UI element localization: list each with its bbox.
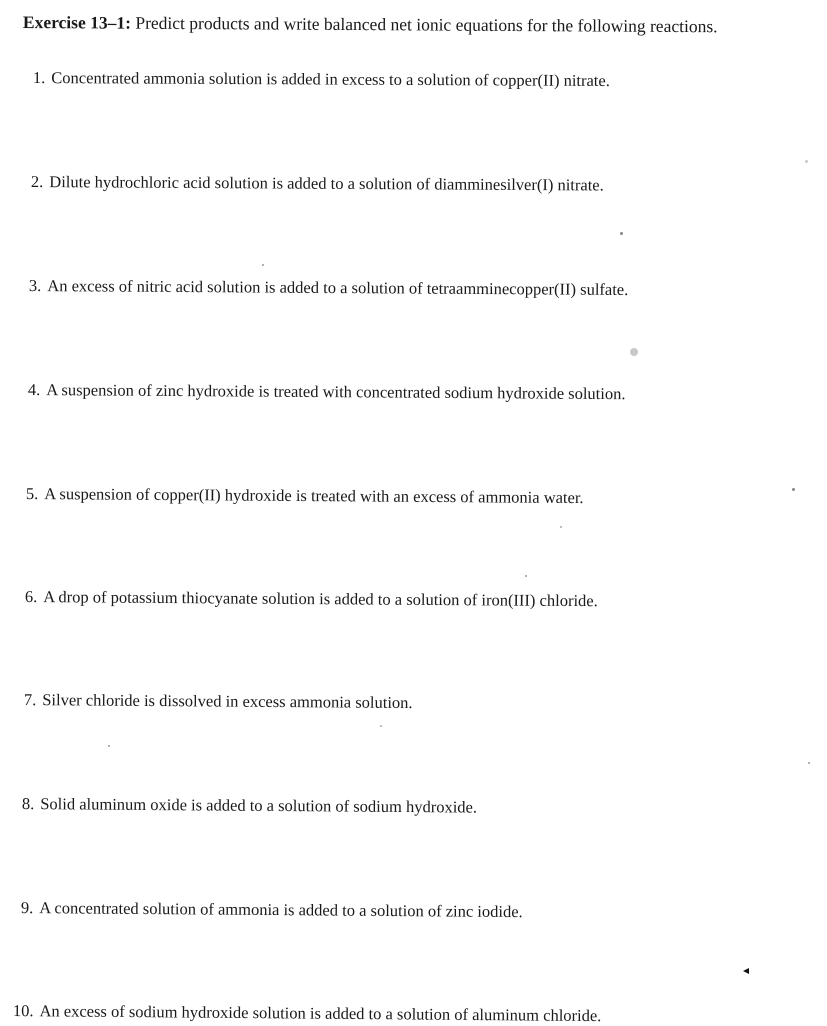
question-number: 9. xyxy=(20,898,34,918)
question-7 xyxy=(24,690,413,713)
question-number: 8. xyxy=(21,794,35,814)
question-2 xyxy=(31,172,604,195)
question-text: A suspension of copper(II) hydroxide is treated with an excess of ammonia water. xyxy=(44,484,584,508)
question-text: Concentrated ammonia solution is added in excess to a solution of copper(II) nitrate. xyxy=(51,68,610,91)
question-number: 5. xyxy=(25,484,39,504)
question-text: An excess of sodium hydroxide solution is added to a solution of aluminum chloride. xyxy=(39,1001,602,1026)
question-text: A suspension of zinc hydroxide is treated with concentrated sodium hydroxide solution. xyxy=(46,380,626,404)
question-number: 6. xyxy=(24,587,38,607)
scan-speck xyxy=(805,160,808,163)
scan-speck xyxy=(630,348,638,356)
scan-mark xyxy=(743,968,749,974)
scan-speck xyxy=(380,725,382,727)
question-8 xyxy=(22,794,477,818)
question-number: 7. xyxy=(23,690,37,710)
question-9 xyxy=(21,898,523,922)
question-4 xyxy=(28,380,626,404)
exercise-instruction: Predict products and write balanced net ionic equations for the following reactions. xyxy=(135,12,718,37)
exercise-label: Exercise 13–1: xyxy=(22,12,132,33)
scan-speck xyxy=(262,264,264,266)
question-number: 4. xyxy=(27,380,41,400)
question-text: Silver chloride is dissolved in excess ammonia solution. xyxy=(42,690,413,713)
question-number: 3. xyxy=(28,276,42,296)
scan-speck xyxy=(792,488,795,491)
scan-speck xyxy=(620,232,623,235)
question-3 xyxy=(29,276,628,300)
question-5 xyxy=(26,484,584,508)
question-number: 1. xyxy=(32,68,46,88)
question-number: 10. xyxy=(12,1001,34,1021)
exercise-header xyxy=(23,12,813,38)
question-10 xyxy=(13,1001,602,1026)
scan-speck xyxy=(808,762,810,764)
question-6 xyxy=(25,587,598,611)
scan-speck xyxy=(525,575,527,577)
question-text: Solid aluminum oxide is added to a solution of sodium hydroxide. xyxy=(40,794,478,817)
scan-speck xyxy=(108,745,110,747)
question-text: An excess of nitric acid solution is added to a solution of tetraamminecopper(II) sulfate. xyxy=(47,276,629,299)
question-text: A concentrated solution of ammonia is added to a solution of zinc iodide. xyxy=(39,898,523,922)
question-1 xyxy=(33,68,610,91)
question-text: A drop of potassium thiocyanate solution is added to a solution of iron(III) chloride. xyxy=(43,587,598,611)
scan-speck xyxy=(560,526,562,528)
question-text: Dilute hydrochloric acid solution is added to a solution of diamminesilver(I) nitrate. xyxy=(49,172,604,195)
question-number: 2. xyxy=(30,172,44,192)
